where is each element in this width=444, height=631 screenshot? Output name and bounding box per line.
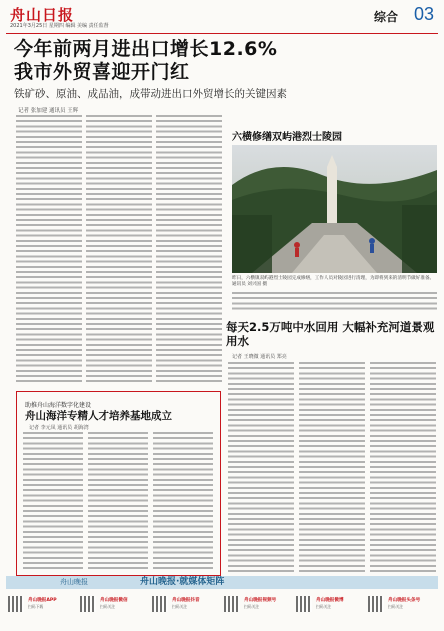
article-column-2: [86, 115, 152, 385]
photo-image: [232, 145, 437, 273]
qr-code-icon: [80, 596, 96, 612]
footer-item[interactable]: [296, 596, 366, 622]
banner-left-label: 舟山晚报: [60, 578, 88, 586]
headline-line-2: 我市外贸喜迎开门红: [14, 61, 190, 83]
memorial-photo: [232, 145, 437, 273]
boxed-column-1: [23, 432, 83, 572]
footer-item-label: 舟山晚报APP: [28, 598, 57, 603]
boxed-story: [16, 391, 221, 576]
footer-item-sub: 扫码关注: [244, 604, 260, 609]
masthead: [6, 4, 438, 34]
footer-item-sub: 扫码关注: [172, 604, 188, 609]
qr-code-icon: [152, 596, 168, 612]
footer-item-sub: 扫码关注: [100, 604, 116, 609]
article-column-3: [156, 115, 222, 385]
main-headline: [14, 38, 434, 84]
second-headline: 每天2.5万吨中水回用 大幅补充河道景观用水: [226, 320, 435, 348]
qr-code-icon: [296, 596, 312, 612]
footer-item-sub: 扫码下载: [28, 604, 44, 609]
boxed-column-3: [153, 432, 213, 572]
footer-item[interactable]: [224, 596, 294, 622]
banner-title: 舟山晚报·就媒体矩阵: [140, 577, 225, 587]
newspaper-logo: 舟山日报: [10, 6, 75, 24]
footer-item-label: 舟山晚报微博: [316, 598, 344, 603]
photo-caption: [232, 276, 437, 288]
footer-item-sub: 扫码关注: [388, 604, 404, 609]
footer-item[interactable]: [152, 596, 222, 622]
qr-code-icon: [224, 596, 240, 612]
footer-item-sub: 扫码关注: [316, 604, 332, 609]
page-number: 03: [413, 4, 434, 24]
footer-item[interactable]: [368, 596, 436, 622]
footer-item[interactable]: [80, 596, 150, 622]
second-column-2: [299, 362, 365, 572]
second-column-3: [370, 362, 436, 572]
photo-story-title: 六横修缮双屿港烈士陵园: [232, 132, 342, 143]
second-column-1: [228, 362, 294, 572]
article-column-1: [16, 115, 82, 385]
footer-item-label: 舟山晚报抖音: [172, 598, 200, 603]
footer-item-label: 舟山晚报视频号: [244, 598, 277, 603]
footer-item[interactable]: [8, 596, 78, 622]
footer-item-label: 舟山晚报头条号: [388, 598, 421, 603]
qr-code-icon: [368, 596, 384, 612]
masthead-rule: [6, 33, 438, 34]
photo-credit: 通讯员 刘兴国 摄: [232, 282, 268, 287]
main-byline: 记者 张加建 通讯员 王辉: [18, 108, 79, 114]
boxed-byline: 记者 李元凤 通讯员 胡海湾: [29, 425, 89, 431]
footer-qr-strip: [6, 592, 438, 626]
second-byline: 记者 王晓微 通讯员 郑亮: [232, 354, 287, 360]
footer-item-label: 舟山晚报微信: [100, 598, 128, 603]
photo-caption-text: 昨日，六横镇双屿港烈士陵园完成修缮，工作人员对陵园进行清理，为即将到来的清明节做好准备。: [232, 276, 435, 281]
boxed-title: 舟山海洋专精人才培养基地成立: [25, 410, 172, 422]
boxed-kicker: 助推舟山海洋数字化建设: [25, 402, 92, 409]
boxed-column-2: [88, 432, 148, 572]
dateline: 2021年3月25日 星期四 编辑 美编 责任监督: [10, 23, 109, 29]
section-label: 综合: [373, 10, 398, 24]
main-subhead: 铁矿砂、原油、成品油，成带动进出口外贸增长的关键因素: [14, 88, 287, 100]
qr-code-icon: [8, 596, 24, 612]
headline-line-1: 今年前两月进出口增长12.6%: [14, 38, 278, 60]
photo-story-text: [232, 292, 437, 312]
